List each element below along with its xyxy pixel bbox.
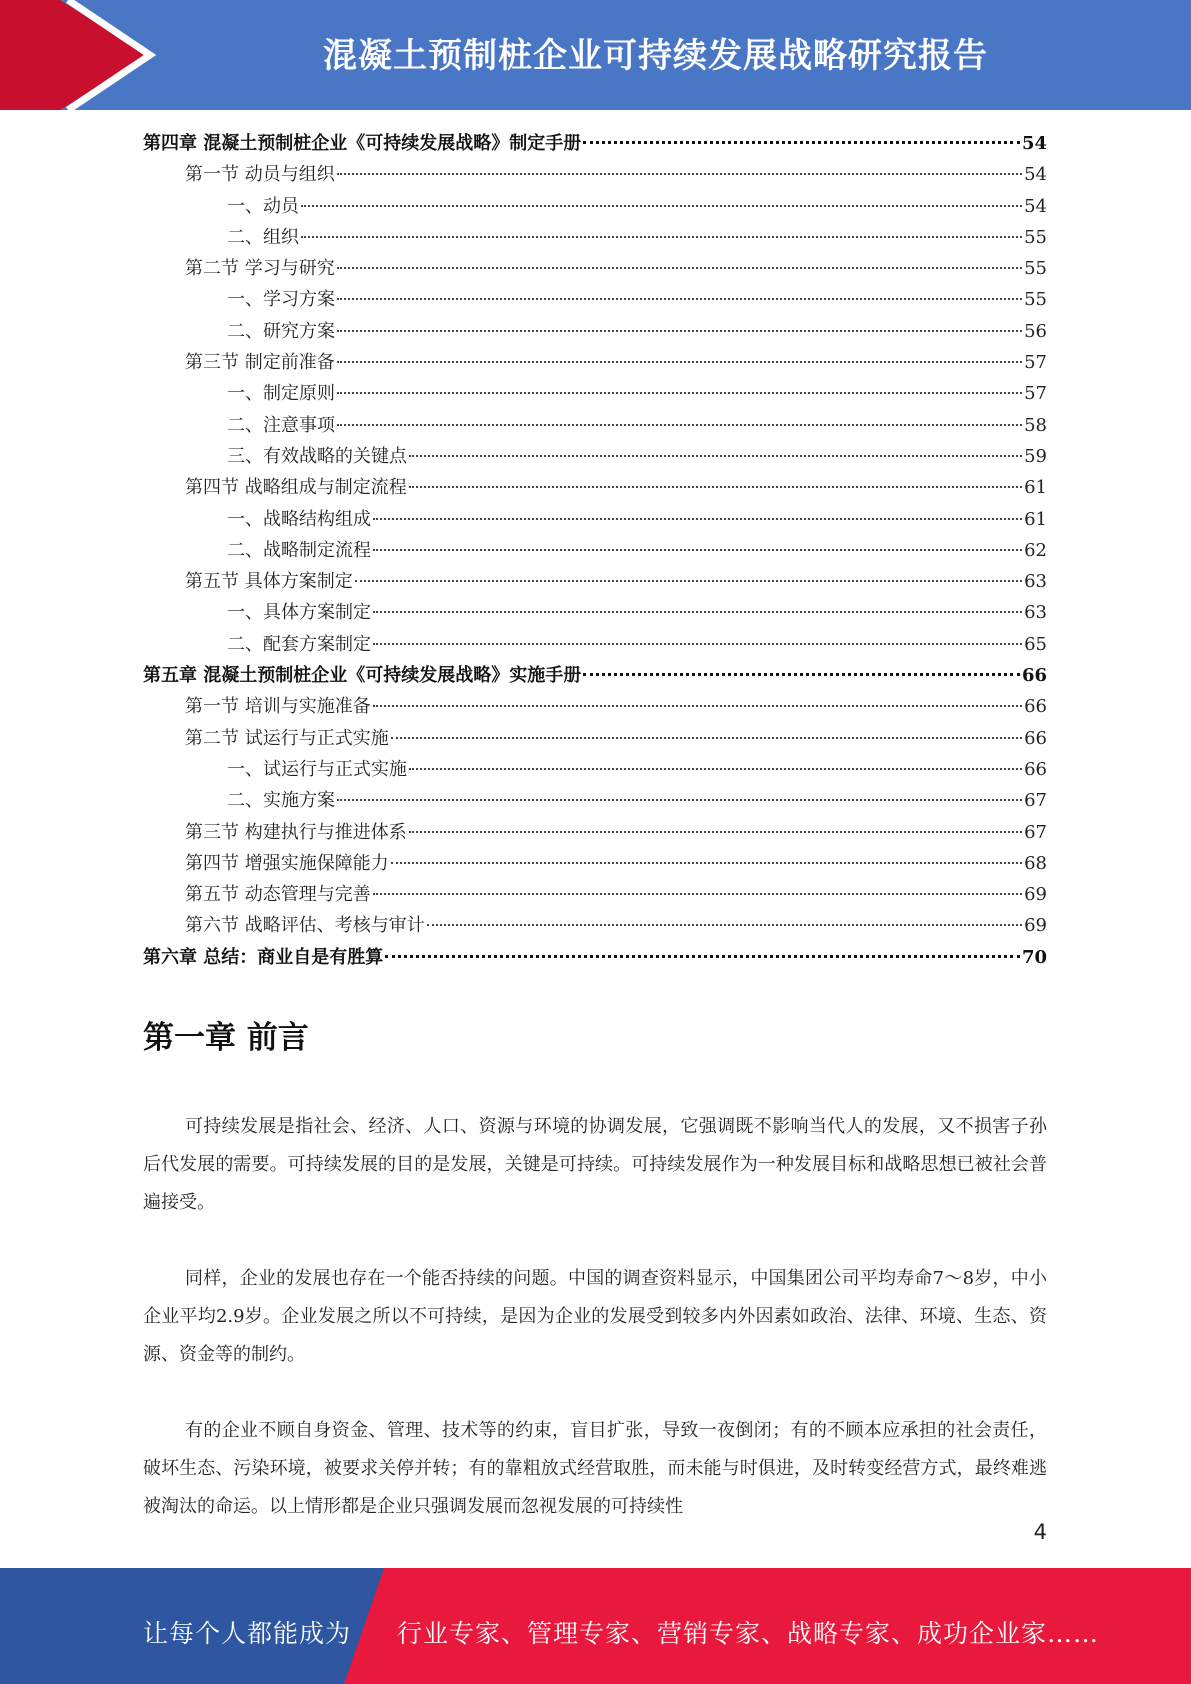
toc-entry[interactable] (143, 723, 1047, 754)
table-of-contents (143, 128, 1047, 973)
toc-entry-label: 第一节 动员与组织 (185, 164, 335, 186)
chapter-title: 第一章 前言 (143, 1020, 309, 1056)
toc-dot-leader (391, 737, 1022, 739)
toc-entry[interactable] (143, 410, 1047, 441)
toc-entry-page: 59 (1024, 445, 1047, 467)
toc-dot-leader (337, 424, 1022, 426)
toc-dot-leader (373, 705, 1022, 707)
toc-entry[interactable] (143, 942, 1047, 973)
toc-dot-leader (337, 361, 1022, 363)
toc-entry-page: 55 (1024, 289, 1047, 311)
toc-entry-label: 三、有效战略的关键点 (227, 445, 407, 467)
toc-entry-page: 54 (1024, 164, 1047, 186)
toc-entry[interactable] (143, 566, 1047, 597)
toc-dot-leader (337, 267, 1022, 269)
paragraph-1: 可持续发展是指社会、经济、人口、资源与环境的协调发展，它强调既不影响当代人的发展，又不损害子孙后代发展的需要。可持续发展的目的是发展，关键是可持续。可持续发展作为一种发展目标和战略思想已被社会普遍接受。 (143, 1116, 1047, 1213)
toc-entry-label: 第三节 构建执行与推进体系 (185, 821, 407, 843)
toc-entry-page: 61 (1024, 508, 1047, 530)
toc-entry-page: 61 (1024, 477, 1047, 499)
toc-entry-label: 一、具体方案制定 (227, 602, 371, 624)
toc-entry-page: 68 (1024, 852, 1047, 874)
toc-entry[interactable] (143, 629, 1047, 660)
toc-entry[interactable] (143, 691, 1047, 722)
toc-dot-leader (391, 862, 1022, 864)
paragraph-3: 有的企业不顾自身资金、管理、技术等的约束，盲目扩张，导致一夜倒闭；有的不顾本应承担的社会责任，破坏生态、污染环境，被要求关停并转；有的靠粗放式经营取胜，而未能与时俱进，及时转变经营方式，最终难逃被淘汰的命运。以上情形都是企业只强调发展而忽视发展的可持续性 (143, 1420, 1047, 1517)
toc-entry-page: 66 (1024, 758, 1047, 780)
toc-entry-page: 66 (1021, 665, 1047, 687)
toc-entry-page: 57 (1024, 383, 1047, 405)
toc-entry[interactable] (143, 472, 1047, 503)
toc-entry-label: 二、研究方案 (227, 320, 335, 342)
toc-entry[interactable] (143, 222, 1047, 253)
toc-entry-label: 第四节 增强实施保障能力 (185, 852, 389, 874)
toc-entry-label: 第五章 混凝土预制桩企业《可持续发展战略》实施手册 (143, 665, 582, 687)
toc-dot-leader (337, 799, 1022, 801)
toc-entry[interactable] (143, 316, 1047, 347)
toc-entry-label: 第二节 试运行与正式实施 (185, 727, 389, 749)
toc-dot-leader (337, 392, 1022, 394)
toc-entry-page: 57 (1024, 352, 1047, 374)
toc-entry-page: 67 (1024, 821, 1047, 843)
toc-entry-page: 70 (1021, 946, 1047, 968)
page-header (0, 0, 1191, 110)
toc-entry-page: 69 (1024, 915, 1047, 937)
toc-entry-label: 第六节 战略评估、考核与审计 (185, 915, 425, 937)
toc-entry[interactable] (143, 191, 1047, 222)
toc-entry[interactable] (143, 378, 1047, 409)
toc-entry-label: 第二节 学习与研究 (185, 258, 335, 280)
toc-entry-label: 第四章 混凝土预制桩企业《可持续发展战略》制定手册 (143, 133, 582, 154)
toc-entry-label: 一、战略结构组成 (227, 508, 371, 530)
toc-entry-page: 54 (1021, 133, 1047, 154)
toc-entry-page: 63 (1024, 571, 1047, 593)
toc-dot-leader (373, 518, 1022, 520)
toc-dot-leader (337, 298, 1022, 300)
toc-entry-page: 69 (1024, 884, 1047, 906)
toc-dot-leader (373, 893, 1022, 895)
toc-entry-label: 二、战略制定流程 (227, 539, 371, 561)
toc-dot-leader (409, 831, 1022, 833)
toc-entry-label: 一、动员 (227, 195, 299, 217)
toc-entry-page: 58 (1024, 414, 1047, 436)
page-footer (0, 1568, 1191, 1684)
toc-entry-label: 一、试运行与正式实施 (227, 758, 407, 780)
toc-entry-page: 65 (1024, 633, 1047, 655)
toc-dot-leader (583, 673, 1020, 676)
toc-entry[interactable] (143, 284, 1047, 315)
footer-slogan-right: 行业专家、管理专家、营销专家、战略专家、成功企业家…… (397, 1619, 1100, 1648)
toc-dot-leader (409, 486, 1022, 488)
toc-entry[interactable] (143, 504, 1047, 535)
toc-dot-leader (373, 549, 1022, 551)
toc-dot-leader (373, 611, 1022, 613)
toc-entry[interactable] (143, 910, 1047, 941)
toc-entry-page: 62 (1024, 539, 1047, 561)
toc-entry[interactable] (143, 848, 1047, 879)
report-title: 混凝土预制桩企业可持续发展战略研究报告 (323, 36, 988, 76)
toc-entry[interactable] (143, 535, 1047, 566)
toc-entry[interactable] (143, 879, 1047, 910)
toc-entry-label: 一、学习方案 (227, 289, 335, 311)
toc-entry[interactable] (143, 754, 1047, 785)
toc-entry[interactable] (143, 785, 1047, 816)
toc-dot-leader (355, 580, 1022, 582)
toc-entry-label: 第六章 总结：商业自是有胜算 (143, 946, 384, 968)
toc-entry-label: 二、配套方案制定 (227, 633, 371, 655)
toc-entry-page: 55 (1024, 226, 1047, 248)
toc-dot-leader (583, 141, 1020, 144)
toc-dot-leader (337, 330, 1022, 332)
toc-dot-leader (301, 236, 1022, 238)
toc-entry-label: 二、注意事项 (227, 414, 335, 436)
toc-dot-leader (409, 768, 1022, 770)
toc-entry-label: 二、组织 (227, 226, 299, 248)
toc-entry[interactable] (143, 817, 1047, 848)
toc-entry-page: 66 (1024, 696, 1047, 718)
toc-dot-leader (427, 924, 1022, 926)
footer-slogan-left: 让每个人都能成为 (143, 1619, 352, 1648)
toc-entry-page: 66 (1024, 727, 1047, 749)
toc-entry-label: 第四节 战略组成与制定流程 (185, 477, 407, 499)
toc-entry-label: 第五节 具体方案制定 (185, 571, 353, 593)
toc-dot-leader (301, 205, 1022, 207)
toc-entry-label: 第五节 动态管理与完善 (185, 884, 371, 906)
toc-entry-label: 第三节 制定前准备 (185, 352, 335, 374)
toc-entry-label: 第一节 培训与实施准备 (185, 696, 371, 718)
toc-entry-page: 67 (1024, 790, 1047, 812)
toc-entry[interactable] (143, 159, 1047, 190)
toc-dot-leader (385, 955, 1020, 958)
paragraph-2: 同样，企业的发展也存在一个能否持续的问题。中国的调查资料显示，中国集团公司平均寿命7～8岁，中小企业平均2.9岁。企业发展之所以不可持续，是因为企业的发展受到较多内外因素如政治、法律、环境、生态、资源、资金等的制约。 (143, 1268, 1047, 1365)
toc-entry-page: 63 (1024, 602, 1047, 624)
toc-entry[interactable] (143, 660, 1047, 691)
toc-entry-label: 一、制定原则 (227, 383, 335, 405)
toc-entry-label: 二、实施方案 (227, 790, 335, 812)
toc-entry-page: 54 (1024, 195, 1047, 217)
toc-entry[interactable] (143, 347, 1047, 378)
toc-entry[interactable] (143, 597, 1047, 628)
toc-entry-page: 56 (1024, 320, 1047, 342)
toc-dot-leader (337, 173, 1022, 175)
toc-entry[interactable] (143, 253, 1047, 284)
toc-dot-leader (373, 643, 1022, 645)
toc-entry[interactable] (143, 441, 1047, 472)
page-number: 4 (1033, 1520, 1047, 1544)
toc-entry-page: 55 (1024, 258, 1047, 280)
toc-entry[interactable] (143, 128, 1047, 159)
toc-dot-leader (409, 455, 1022, 457)
